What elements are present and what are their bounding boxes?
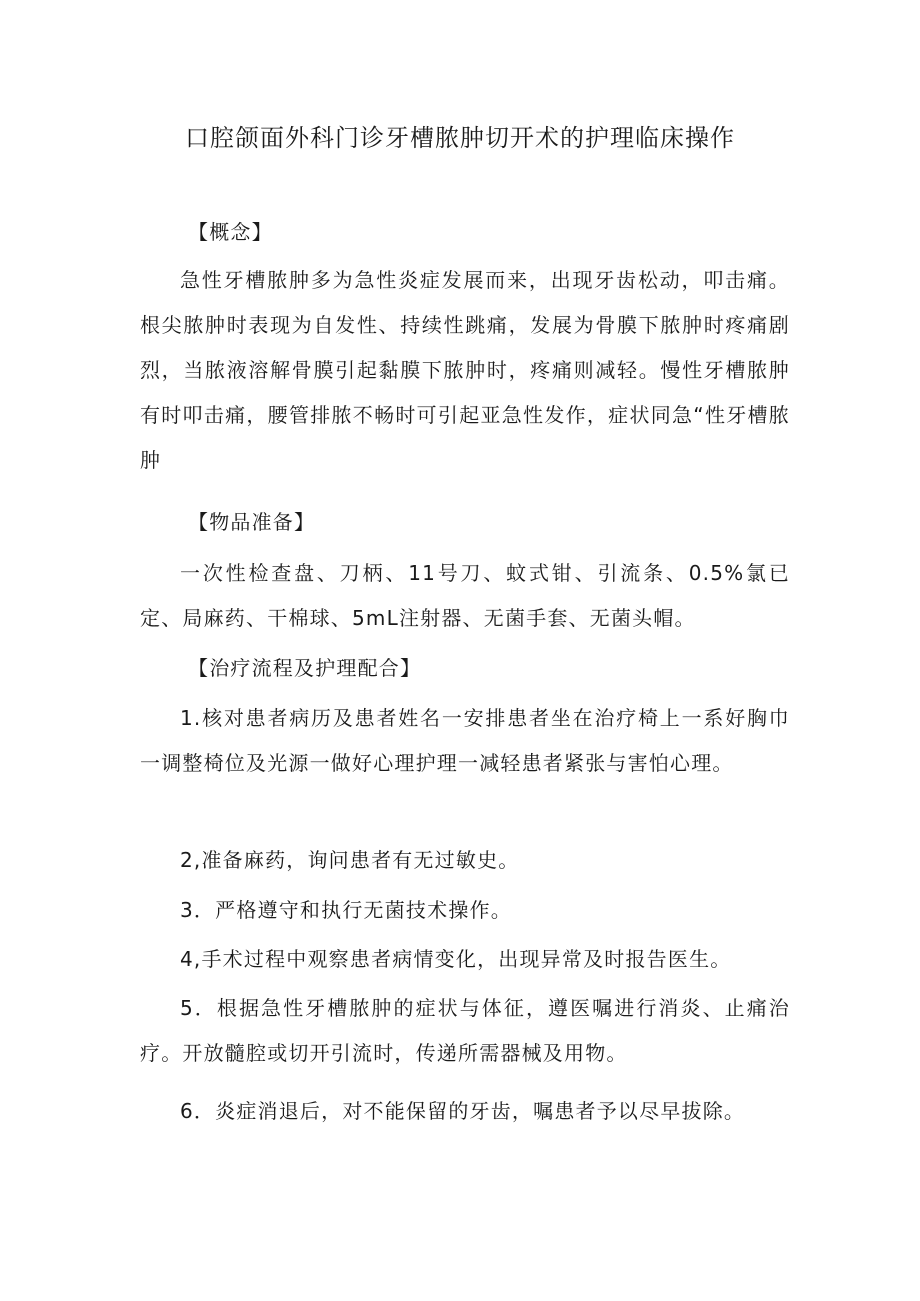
procedure-step-5: 5．根据急性牙槽脓肿的症状与体征，遵医嘱进行消炎、止痛治疗。开放髓腔或切开引流时，传递所需器械及用物。 [140, 996, 790, 1065]
concept-paragraph: 急性牙槽脓肿多为急性炎症发展而来，出现牙齿松动，叩击痛。根尖脓肿时表现为自发性、持续性跳痛，发展为骨膜下脓肿时疼痛剧烈，当脓液溶解骨膜引起黏膜下脓肿时，疼痛则减轻。慢性牙槽脓肿有时叩击痛，腰管排脓不畅时可引起亚急性发作，症状同急“性牙槽脓肿 [140, 268, 790, 472]
concept-heading: 【概念】 [188, 220, 273, 244]
procedure-step-3: 3．严格遵守和执行无菌技术操作。 [180, 898, 512, 922]
document-title: 口腔颌面外科门诊牙槽脓肿切开术的护理临床操作 [185, 124, 735, 152]
materials-paragraph: 一次性检查盘、刀柄、11号刀、蚊式钳、引流条、0.5%氯已定、局麻药、干棉球、5mL注射器、无菌手套、无菌头帽。 [140, 561, 790, 630]
procedure-step-6: 6．炎症消退后，对不能保留的牙齿，嘱患者予以尽早拔除。 [180, 1099, 746, 1123]
procedure-step-1: 1.核对患者病历及患者姓名一安排患者坐在治疗椅上一系好胸巾一调整椅位及光源一做好心理护理一减轻患者紧张与害怕心理。 [140, 706, 790, 775]
procedure-heading: 【治疗流程及护理配合】 [188, 656, 422, 680]
materials-heading: 【物品准备】 [188, 510, 316, 534]
procedure-step-4: 4,手术过程中观察患者病情变化，出现异常及时报告医生。 [180, 947, 732, 971]
procedure-step-2: 2,准备麻药，询问患者有无过敏史。 [180, 848, 520, 872]
